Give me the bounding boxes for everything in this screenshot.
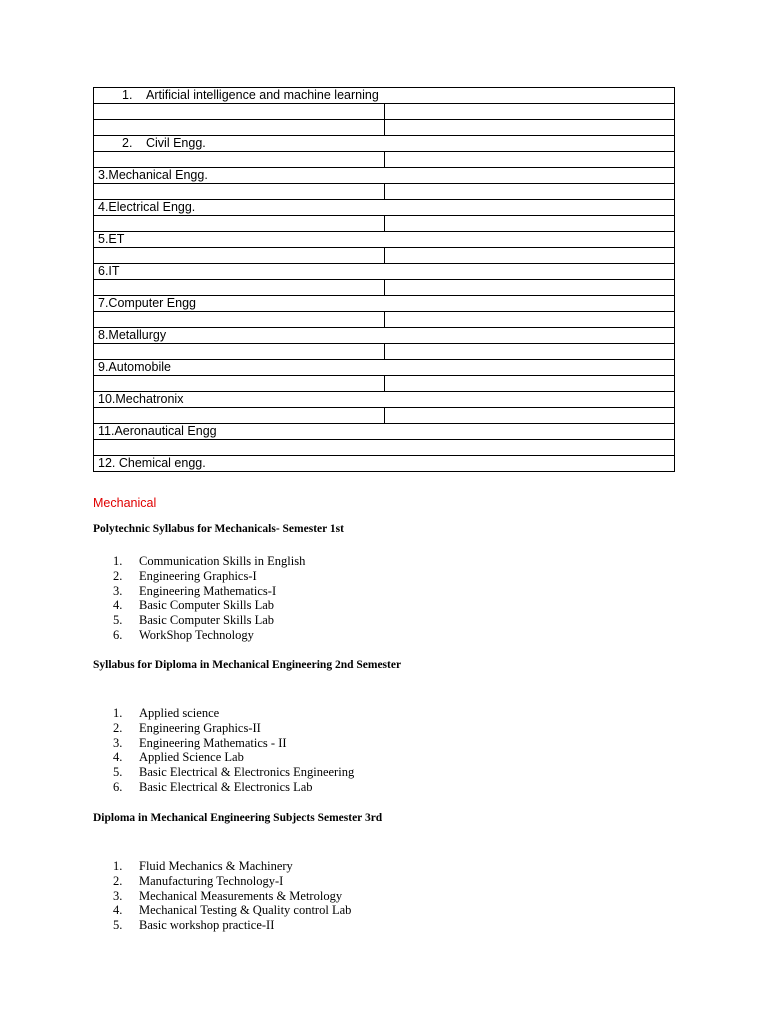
branch-heading-cell: [94, 328, 675, 344]
section-label: Mechanical: [93, 496, 157, 510]
branch-heading-cell: [94, 200, 675, 216]
list-item: [113, 706, 354, 721]
list-item-text: Engineering Mathematics - II: [139, 735, 287, 750]
list-item-number: 6.: [113, 627, 123, 642]
branch-heading-cell: [94, 392, 675, 408]
branch-table: [93, 87, 675, 472]
table-cell: [384, 104, 675, 120]
list-item: [113, 554, 305, 569]
subject-list-1: [113, 554, 305, 643]
table-row: [94, 312, 675, 328]
list-item-number: 5.: [113, 613, 123, 628]
list-item-number: 5.: [113, 765, 123, 780]
branch-name: Civil Engg.: [146, 136, 206, 150]
table-cell: [94, 440, 675, 456]
table-row: [94, 136, 675, 152]
list-item-number: 3.: [113, 583, 123, 598]
table-row: [94, 296, 675, 312]
branch-name: 9.Automobile: [98, 360, 171, 374]
subject-list-2: [113, 706, 354, 795]
list-item-number: 2.: [113, 568, 123, 583]
table-cell: [94, 120, 385, 136]
table-row: [94, 104, 675, 120]
list-item: [113, 765, 354, 780]
list-item: [113, 598, 305, 613]
list-item-text: Mechanical Measurements & Metrology: [139, 888, 343, 903]
table-row: [94, 456, 675, 472]
table-row: [94, 232, 675, 248]
branch-heading-cell: [94, 360, 675, 376]
table-row: [94, 328, 675, 344]
branch-name: 10.Mechatronix: [98, 392, 184, 406]
table-cell: [384, 408, 675, 424]
table-cell: [94, 408, 385, 424]
list-item-text: Engineering Graphics-I: [139, 568, 257, 583]
table-row: [94, 264, 675, 280]
table-cell: [384, 376, 675, 392]
branch-name: 6.IT: [98, 264, 120, 278]
list-item-number: 1.: [113, 706, 123, 720]
list-item: [113, 736, 354, 751]
list-item-number: 4.: [113, 750, 123, 765]
table-cell: [384, 184, 675, 200]
table-cell: [94, 376, 385, 392]
branch-number: 1.: [122, 88, 133, 102]
list-item-text: Basic Electrical & Electronics Lab: [139, 779, 313, 794]
table-cell: [384, 312, 675, 328]
list-item-text: Basic Electrical & Electronics Engineering: [139, 765, 355, 780]
table-row: [94, 200, 675, 216]
list-item: [113, 874, 351, 889]
list-item-text: Engineering Mathematics-I: [139, 583, 277, 598]
table-cell: [94, 216, 385, 232]
list-item: [113, 584, 305, 599]
branch-name: 12. Chemical engg.: [98, 456, 206, 470]
table-cell: [384, 248, 675, 264]
table-row: [94, 360, 675, 376]
list-item-text: Basic Computer Skills Lab: [139, 613, 275, 628]
branch-heading-cell: [94, 232, 675, 248]
list-item: [113, 859, 351, 874]
list-item: [113, 750, 354, 765]
list-item: [113, 889, 351, 904]
branch-name: 11.Aeronautical Engg: [98, 424, 217, 438]
table-cell: [94, 104, 385, 120]
section-heading-1: Polytechnic Syllabus for Mechanicals- Semester 1st: [93, 523, 344, 535]
table-row: [94, 408, 675, 424]
branch-name: 3.Mechanical Engg.: [98, 168, 208, 182]
list-item: [113, 628, 305, 643]
table-cell: [384, 216, 675, 232]
branch-name: 8.Metallurgy: [98, 328, 167, 342]
list-item-number: 3.: [113, 888, 123, 903]
branch-heading-cell: [94, 456, 675, 472]
list-item: [113, 721, 354, 736]
branch-heading-cell: [94, 424, 675, 440]
list-item-text: Applied science: [139, 706, 220, 720]
list-item-text: Mechanical Testing & Quality control Lab: [139, 903, 352, 918]
table-cell: [384, 152, 675, 168]
branch-heading-cell: [94, 168, 675, 184]
table-row: [94, 344, 675, 360]
list-item: [113, 569, 305, 584]
table-cell: [384, 344, 675, 360]
branch-name: Artificial intelligence and machine learning: [146, 88, 379, 102]
table-row: [94, 168, 675, 184]
table-cell: [94, 312, 385, 328]
table-row: [94, 440, 675, 456]
table-row: [94, 424, 675, 440]
branch-heading-cell: [94, 136, 675, 152]
subject-list-3: [113, 859, 351, 933]
table-row: [94, 184, 675, 200]
list-item-text: Applied Science Lab: [139, 750, 244, 765]
table-cell: [384, 120, 675, 136]
branch-heading-cell: [94, 264, 675, 280]
table-row: [94, 248, 675, 264]
table-row: [94, 152, 675, 168]
list-item-text: WorkShop Technology: [139, 627, 254, 642]
branch-name: 4.Electrical Engg.: [98, 200, 196, 214]
list-item-number: 5.: [113, 918, 123, 933]
table-cell: [94, 184, 385, 200]
section-heading-2: Syllabus for Diploma in Mechanical Engineering 2nd Semester: [93, 659, 402, 671]
branch-name: 7.Computer Engg: [98, 296, 196, 310]
list-item-number: 4.: [113, 903, 123, 918]
table-row: [94, 392, 675, 408]
branch-heading-cell: [94, 296, 675, 312]
branch-number: 2.: [122, 136, 133, 150]
list-item-text: Engineering Graphics-II: [139, 720, 261, 735]
list-item-text: Manufacturing Technology-I: [139, 873, 284, 888]
table-cell: [94, 280, 385, 296]
list-item-number: 2.: [113, 720, 123, 735]
list-item-text: Communication Skills in English: [139, 554, 306, 568]
table-row: [94, 88, 675, 104]
table-row: [94, 120, 675, 136]
table-cell: [94, 344, 385, 360]
list-item-number: 6.: [113, 779, 123, 794]
branch-heading-cell: [94, 88, 675, 104]
list-item-number: 1.: [113, 554, 123, 568]
list-item-text: Basic Computer Skills Lab: [139, 598, 275, 613]
table-row: [94, 216, 675, 232]
list-item-text: Basic workshop practice-II: [139, 918, 275, 933]
list-item-text: Fluid Mechanics & Machinery: [139, 859, 293, 873]
list-item-number: 1.: [113, 859, 123, 873]
table-row: [94, 376, 675, 392]
branch-name: 5.ET: [98, 232, 125, 246]
list-item: [113, 613, 305, 628]
table-cell: [384, 280, 675, 296]
table-row: [94, 280, 675, 296]
list-item-number: 2.: [113, 873, 123, 888]
list-item-number: 4.: [113, 598, 123, 613]
table-cell: [94, 248, 385, 264]
section-heading-3: Diploma in Mechanical Engineering Subjects Semester 3rd: [93, 812, 383, 824]
table-cell: [94, 152, 385, 168]
list-item: [113, 780, 354, 795]
list-item: [113, 918, 351, 933]
list-item: [113, 903, 351, 918]
list-item-number: 3.: [113, 735, 123, 750]
